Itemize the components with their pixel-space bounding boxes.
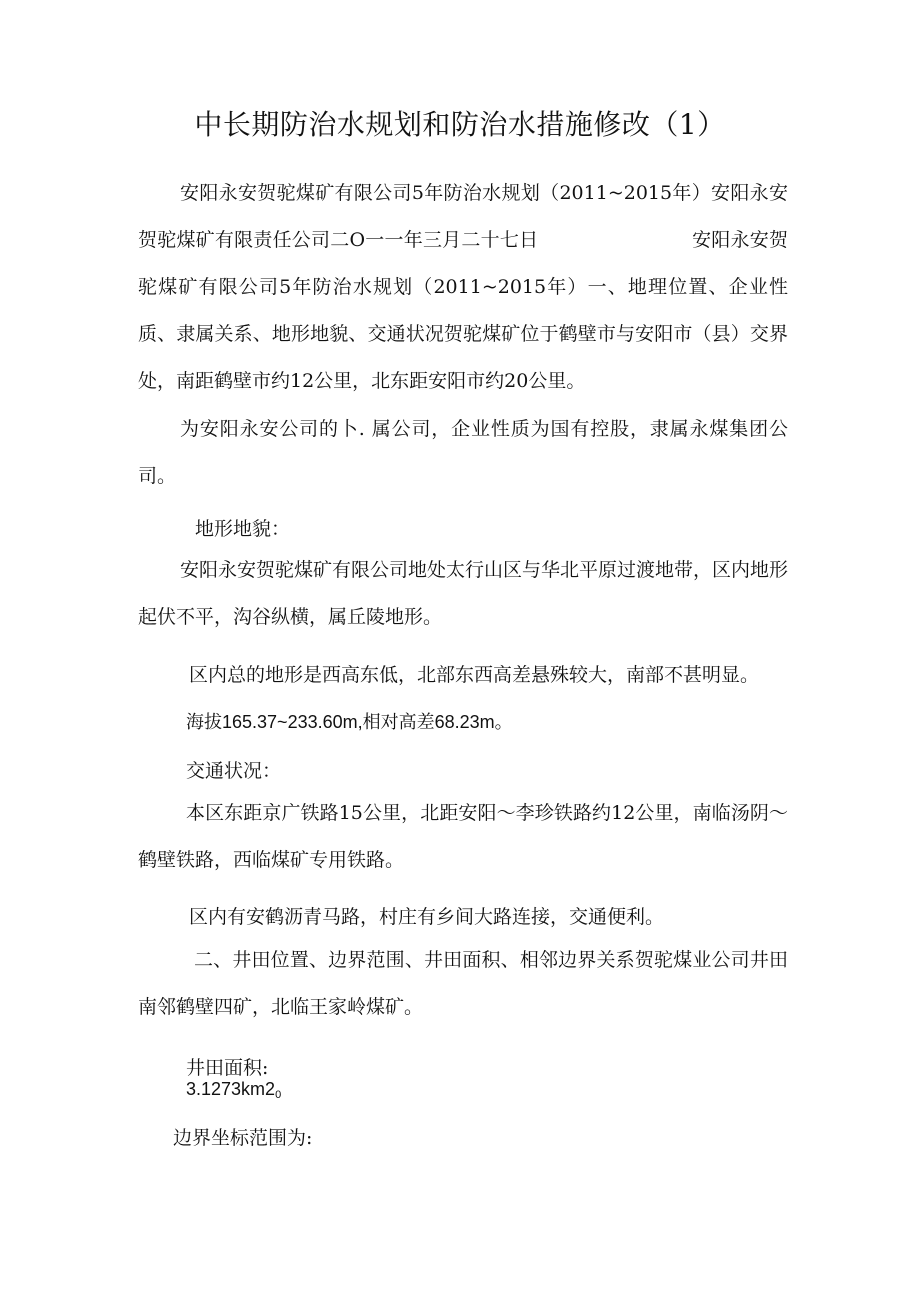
heading-traffic: 交通状况： <box>186 760 282 782</box>
area-subscript: 0 <box>275 1089 282 1101</box>
value-mine-field-area <box>186 1079 281 1101</box>
area-value: 3.1273km2 <box>186 1079 276 1099</box>
paragraph-railways: 本区东距京广铁路15公里，北距安阳～李珍铁路约12公里，南临汤阴～鹤壁铁路，西临煤矿专用铁路。 <box>138 802 788 871</box>
label-boundary-coordinates: 边界坐标范围为: <box>173 1127 313 1149</box>
paragraph-roads: 区内有安鹤沥青马路，村庄有乡间大路连接，交通便利。 <box>189 906 665 928</box>
label-mine-field-area: 井田面积: <box>186 1057 269 1079</box>
paragraph-terrain-trend: 区内总的地形是西高东低，北部东西高差悬殊较大，南部不甚明显。 <box>189 664 760 686</box>
paragraph-company-nature: 为安阳永安公司的卜. 属公司，企业性质为国有控股，隶属永煤集团公司。 <box>138 418 788 487</box>
paragraph-intro: 安阳永安贺驼煤矿有限公司5年防治水规划（2011~2015年）安阳永安贺驼煤矿有限责任公司二O一一年三月二十七日 安阳永安贺驼煤矿有限公司5年防治水规划（2011~2015年）一、地理位置、企业性质、隶属关系、地形地貌、交通状况贺驼煤矿位于鹤壁市与安阳市（县）交界处，南距鹤壁市约12公里，北东距安阳市约20公里。 <box>138 182 788 392</box>
paragraph-elevation: 海拔165.37~233.60m,相对高差68.23m。 <box>186 712 513 732</box>
heading-terrain: 地形地貌： <box>195 518 291 540</box>
document-title: 中长期防治水规划和防治水措施修改（1） <box>194 108 726 141</box>
paragraph-terrain: 安阳永安贺驼煤矿有限公司地处太行山区与华北平原过渡地带，区内地形起伏不平，沟谷纵横，属丘陵地形。 <box>138 559 789 628</box>
paragraph-mine-field: 二、井田位置、边界范围、井田面积、相邻边界关系贺驼煤业公司井田南邻鹤壁四矿，北临王家岭煤矿。 <box>138 949 788 1018</box>
